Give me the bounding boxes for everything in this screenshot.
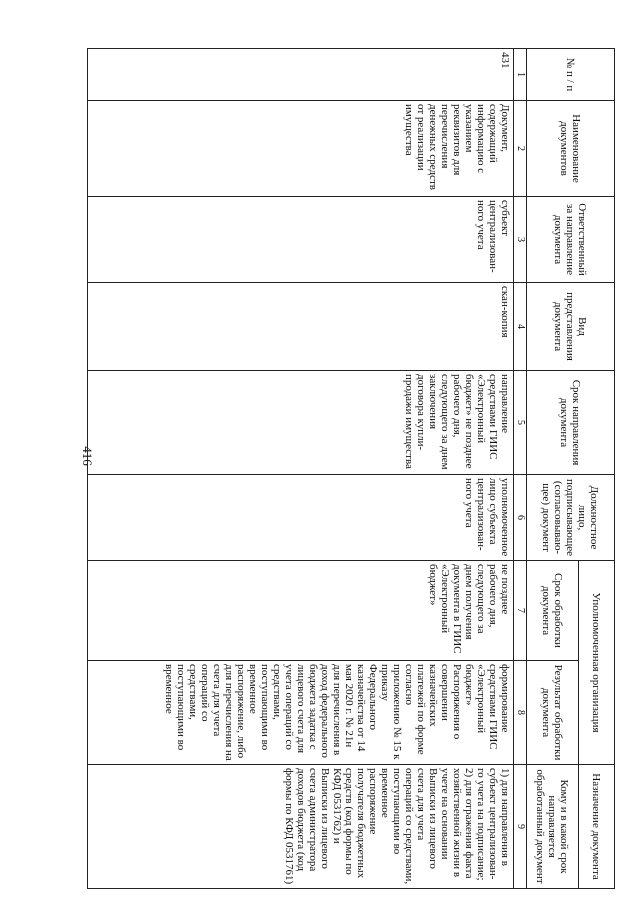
col-number: 7 xyxy=(514,561,527,661)
col-number: 4 xyxy=(514,283,527,371)
cell-processing-deadline: не позднее рабочего дня, следующего за днем получения документа в ГИИС «Электронный бюджет» xyxy=(88,561,514,661)
cell-deadline: направление средствами ГИИС «Электронный бюджет» не позднее рабочего дня, следующего за днем заключения договора купли-продажи имущества xyxy=(88,371,514,475)
cell-purpose: 1) для направления в субъект централизован-го учета на подписание; 2) для отражения факта хозяйственной жизни в учете на основании Выписки из лицевого счета для учета операций со средствами, поступающими во временное распоряжение получателя бюджетных средств (код формы по КФД 0531762) и Выписки из лицевого счета администратора доходов бюджета (код формы по КФД 0531761) xyxy=(88,765,514,889)
cell-official: уполномоченное лицо субъекта централизован-ного учета xyxy=(88,475,514,561)
col-number: 6 xyxy=(514,475,527,561)
page-number: 416 xyxy=(80,446,95,466)
col-number: 1 xyxy=(514,49,527,101)
cell-result: формирование средствами ГИИС «Электронный бюджет» Распоряжения о совершении казначейских платежей по форме согласно приложению № 15 к приказу Федерального казначейства от 14 мая 2020 г. № 21н для перечисления в доход федерального бюджета задатка с лицевого счета для учета операций со средствами, поступающими во временное распоряжение, либо для перечисления на счета для учета операций со средствами, поступающими во временное xyxy=(88,661,514,765)
header-official: Должностное лицо, подписывающее (согласовываю-щее) документ xyxy=(527,475,615,561)
document-table-rotated xyxy=(87,48,615,888)
col-number: 9 xyxy=(514,765,527,889)
header-form: Вид представления документа xyxy=(527,283,615,371)
col-number: 8 xyxy=(514,661,527,765)
header-name: Наименование документов xyxy=(527,101,615,197)
header-recipient: Кому и в какой срок направляется обработанный документ xyxy=(527,765,579,889)
col-number: 5 xyxy=(514,371,527,475)
document-table xyxy=(87,48,615,889)
header-deadline: Срок направления документа xyxy=(527,371,615,475)
table-row xyxy=(88,49,514,889)
col-number: 2 xyxy=(514,101,527,197)
header-row-1 xyxy=(579,49,615,889)
header-processing-deadline: Срок обработки документа xyxy=(527,561,579,661)
header-authorized-org: Уполномоченная организация xyxy=(579,561,615,765)
column-number-row xyxy=(514,49,527,889)
cell-name: Документ, содержащий информацию с указанием реквизитов для перечисления денежных средств от реализации имущества xyxy=(88,101,514,197)
cell-responsible: субъект централизован-ного учета xyxy=(88,197,514,283)
col-number: 3 xyxy=(514,197,527,283)
cell-form: скан-копия xyxy=(88,283,514,371)
header-no: № п / п xyxy=(527,49,615,101)
cell-no: 431 xyxy=(88,49,514,101)
header-result: Результат обработки документа xyxy=(527,661,579,765)
header-responsible: Ответственный за направление документа xyxy=(527,197,615,283)
header-purpose: Назначение документа xyxy=(579,765,615,889)
